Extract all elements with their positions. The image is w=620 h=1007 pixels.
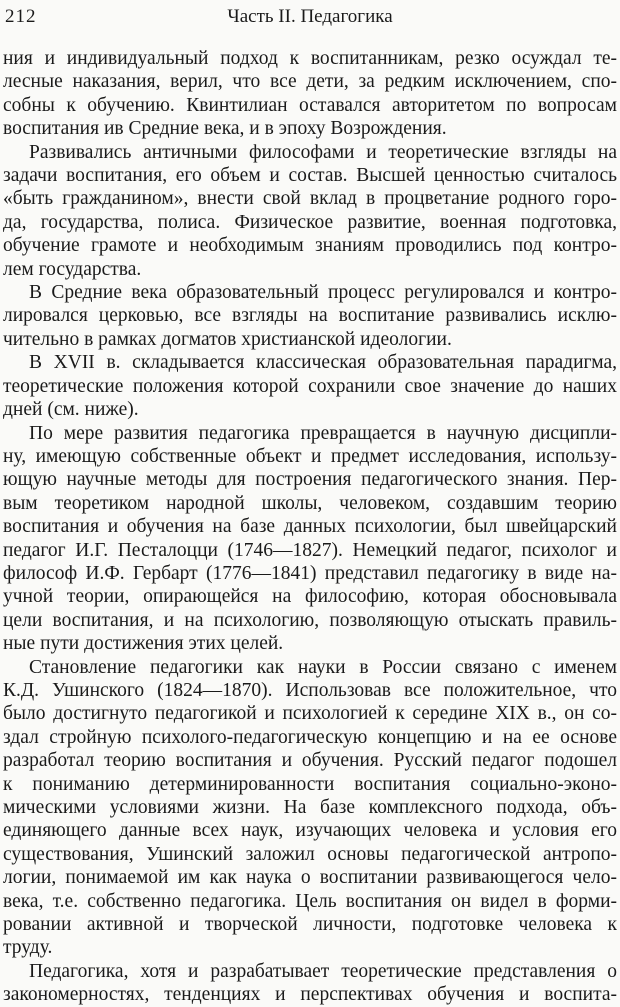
paragraph: [3, 422, 617, 656]
text-line: было достигнуто педагогикой и психологией к середине XIX в., он со-: [3, 703, 617, 725]
text-line: века, т.е. собственно педагогика. Цель воспитания он видел в форми-: [3, 890, 617, 912]
text-line: ные пути достижения этих целей.: [3, 633, 284, 655]
text-line: воспитания и обучения на базе данных психологии, был швейцарский: [3, 516, 617, 538]
paragraph: [3, 141, 617, 281]
text-line: ровании активной и творческой личности, подготовке человека к: [3, 914, 617, 936]
text-line: ющую научные методы для построения педагогического знания. Пер-: [3, 469, 617, 491]
text-line: единяющего данные всех наук, изучающих человека и условия его: [3, 820, 617, 842]
paragraph: [3, 656, 617, 960]
paragraph: [3, 351, 617, 421]
text-line: вым теоретиком народной школы, человеком, создавшим теорию: [3, 492, 617, 514]
text-line: задачи воспитания, его объем и состав. Высшей ценностью считалось: [3, 165, 617, 187]
text-line: цели воспитания, и на психологию, позволяющую отыскать правиль-: [3, 609, 617, 631]
text-line: да, государства, полиса. Физическое развитие, военная подготовка,: [3, 211, 617, 233]
text-line: существования, Ушинский заложил основы педагогической антропо-: [3, 843, 617, 865]
text-line: здал стройную психолого-педагогическую концепцию и на ее основе: [3, 726, 617, 748]
text-line: Педагогика, хотя и разрабатывает теоретические представления о: [29, 960, 617, 982]
text-line: чительно в рамках догматов христианской идеологии.: [3, 328, 452, 350]
text-line: дней (см. ниже).: [3, 399, 139, 421]
text-line: лем государства.: [3, 258, 142, 280]
text-line: к пониманию детерминированности воспитания социально-эконо-: [3, 773, 617, 795]
text-line: разработал теорию воспитания и обучения. Русский педагог подошел: [3, 750, 617, 772]
text-line: теоретические положения которой сохранили свое значение до наших: [3, 375, 617, 397]
text-line: обучение грамоте и необходимым знаниям проводились под контро-: [3, 235, 617, 257]
running-title: Часть II. Педагогика: [227, 6, 393, 27]
text-line: философ И.Ф. Гербарт (1776—1841) представил педагогику в виде на-: [3, 562, 617, 584]
page-body: [3, 47, 617, 1007]
text-line: собны к обучению. Квинтилиан оставался авторитетом по вопросам: [3, 94, 617, 116]
text-line: логии, понимаемой им как наука о воспитании развивающегося чело-: [3, 867, 617, 889]
text-line: лировался церковью, все взгляды на воспитание развивались исклю-: [3, 305, 617, 327]
text-line: В XVII в. складывается классическая образовательная парадигма,: [29, 352, 617, 374]
text-line: учной теории, опирающейся на философию, которая обосновывала: [3, 586, 617, 608]
text-line: Становление педагогики как науки в России связано с именем: [29, 656, 617, 678]
text-line: мическими условиями жизни. На базе комплексного подхода, объ-: [3, 797, 617, 818]
text-line: воспитания ив Средние века, и в эпоху Возрождения.: [3, 118, 447, 140]
text-line: лесные наказания, верил, что все дети, за редким исключением, спо-: [3, 71, 617, 93]
page-number: 212: [5, 6, 37, 27]
text-line: труду.: [3, 937, 53, 959]
text-line: Развивались античными философами и теоретические взгляды на: [29, 141, 617, 163]
paragraph: [3, 47, 617, 141]
text-line: ну, имеющую собственные объект и предмет исследования, использу-: [3, 445, 617, 467]
text-line: По мере развития педагогика превращается в научную дисципли-: [29, 422, 617, 444]
paragraph: [3, 281, 617, 351]
text-line: «быть гражданином», внести свой вклад в процветание родного горо-: [3, 188, 617, 210]
text-line: закономерностях, тенденциях и перспективах обучения и воспита-: [3, 984, 617, 1006]
paragraph: [3, 960, 617, 1007]
text-line: педагог И.Г. Песталоцци (1746—1827). Немецкий педагог, психолог и: [3, 539, 617, 561]
text-line: К.Д. Ушинского (1824—1870). Использовав все положительное, что: [3, 679, 617, 701]
page-header: [0, 5, 620, 29]
text-line: ния и индивидуальный подход к воспитанникам, резко осуждал те-: [3, 48, 617, 69]
text-line: В Средние века образовательный процесс регулировался и контро-: [29, 282, 617, 304]
